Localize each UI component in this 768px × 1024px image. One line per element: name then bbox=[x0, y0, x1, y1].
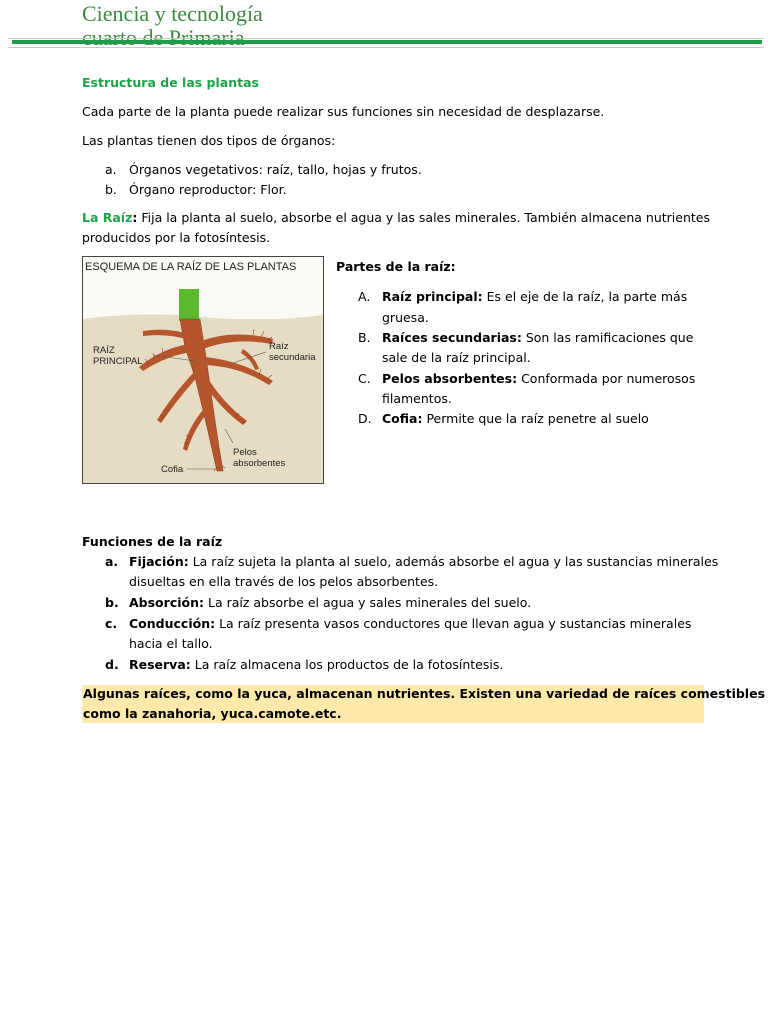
root-diagram bbox=[83, 257, 323, 483]
raiz-colon: : bbox=[132, 210, 138, 225]
list-text-line2: hacia el tallo. bbox=[129, 636, 213, 651]
list-term: Cofia: bbox=[382, 411, 423, 426]
list-text: La raíz sujeta la planta al suelo, además absorbe el agua y las sustancias minerales bbox=[188, 554, 719, 569]
intro-paragraph: Cada parte de la planta puede realizar sus funciones sin necesidad de desplazarse. bbox=[82, 104, 605, 119]
list-term: Absorción: bbox=[129, 595, 204, 610]
list-text: Permite que la raíz penetre al suelo bbox=[422, 411, 649, 426]
figure-title: ESQUEMA DE LA RAÍZ DE LAS PLANTAS bbox=[85, 261, 297, 273]
highlighted-note bbox=[82, 685, 766, 723]
list-text-line1 bbox=[129, 616, 691, 631]
list-marker: C. bbox=[358, 371, 371, 386]
header-title-line1: Ciencia y tecnología bbox=[82, 1, 263, 26]
raiz-term: La Raíz bbox=[82, 210, 133, 225]
label-pelos-absorbentes-1: Pelos bbox=[233, 447, 257, 458]
list-marker: A. bbox=[358, 289, 371, 304]
list-text-line2: gruesa. bbox=[382, 310, 429, 325]
funciones-title: Funciones de la raíz bbox=[82, 534, 223, 549]
section-title: Estructura de las plantas bbox=[82, 75, 259, 90]
list-text-line1 bbox=[382, 289, 687, 304]
label-raiz-secundaria-2: secundaria bbox=[269, 352, 316, 363]
label-raiz-principal-2: PRINCIPAL bbox=[93, 356, 143, 367]
organs-intro: Las plantas tienen dos tipos de órganos: bbox=[82, 133, 336, 148]
label-cofia: Cofia bbox=[161, 464, 184, 475]
note-line1: Algunas raíces, como la yuca, almacenan nutrientes. Existen una variedad de raíces comestibles bbox=[83, 686, 766, 701]
list-text-line1 bbox=[129, 554, 718, 569]
partes-title: Partes de la raíz: bbox=[336, 259, 456, 274]
list-text: Son las ramificaciones que bbox=[521, 330, 694, 345]
list-term: Reserva: bbox=[129, 657, 191, 672]
label-raiz-principal-1: RAÍZ bbox=[93, 345, 115, 356]
list-marker: b. bbox=[105, 595, 119, 610]
root-diagram-figure bbox=[82, 256, 324, 484]
list-text: Es el eje de la raíz, la parte más bbox=[482, 289, 688, 304]
list-term: Raíz principal: bbox=[382, 289, 483, 304]
list-marker: d. bbox=[105, 657, 119, 672]
list-term: Conducción: bbox=[129, 616, 216, 631]
label-raiz-secundaria-1: Raíz bbox=[269, 341, 289, 352]
list-term: Raíces secundarias: bbox=[382, 330, 522, 345]
label-pelos-absorbentes-2: absorbentes bbox=[233, 458, 286, 469]
list-text-line2: sale de la raíz principal. bbox=[382, 350, 531, 365]
list-marker: c. bbox=[105, 616, 118, 631]
list-text-line1 bbox=[382, 330, 693, 345]
list-marker: b. bbox=[105, 182, 117, 197]
stem-shape bbox=[179, 289, 199, 321]
list-text-line1 bbox=[382, 411, 649, 426]
list-text: Órgano reproductor: Flor. bbox=[129, 182, 287, 197]
header-rule-bottom bbox=[8, 47, 764, 48]
list-text-line2: filamentos. bbox=[382, 391, 452, 406]
raiz-definition-line2: producidos por la fotosíntesis. bbox=[82, 230, 271, 245]
list-text: La raíz absorbe el agua y sales minerales del suelo. bbox=[204, 595, 532, 610]
list-text: La raíz almacena los productos de la fotosíntesis. bbox=[190, 657, 504, 672]
list-marker: D. bbox=[358, 411, 372, 426]
list-text: La raíz presenta vasos conductores que llevan agua y sustancias minerales bbox=[215, 616, 692, 631]
header-rule-top bbox=[8, 38, 764, 39]
list-marker: B. bbox=[358, 330, 371, 345]
note-line2: como la zanahoria, yuca.camote.etc. bbox=[83, 706, 342, 721]
list-text-line1 bbox=[129, 657, 503, 672]
list-text: Órganos vegetativos: raíz, tallo, hojas y frutos. bbox=[129, 162, 422, 177]
list-marker: a. bbox=[105, 554, 119, 569]
list-text-line2: disueltas en ella través de los pelos absorbentes. bbox=[129, 574, 439, 589]
list-term: Fijación: bbox=[129, 554, 189, 569]
list-term: Pelos absorbentes: bbox=[382, 371, 518, 386]
raiz-text: Fija la planta al suelo, absorbe el agua y las sales minerales. También almacena nutrientes bbox=[137, 210, 710, 225]
list-marker: a. bbox=[105, 162, 117, 177]
list-text-line1 bbox=[382, 371, 695, 386]
list-text: Conformada por numerosos bbox=[517, 371, 696, 386]
header-green-rule bbox=[12, 40, 762, 44]
list-text-line1 bbox=[129, 595, 531, 610]
raiz-definition-line1 bbox=[82, 210, 710, 225]
